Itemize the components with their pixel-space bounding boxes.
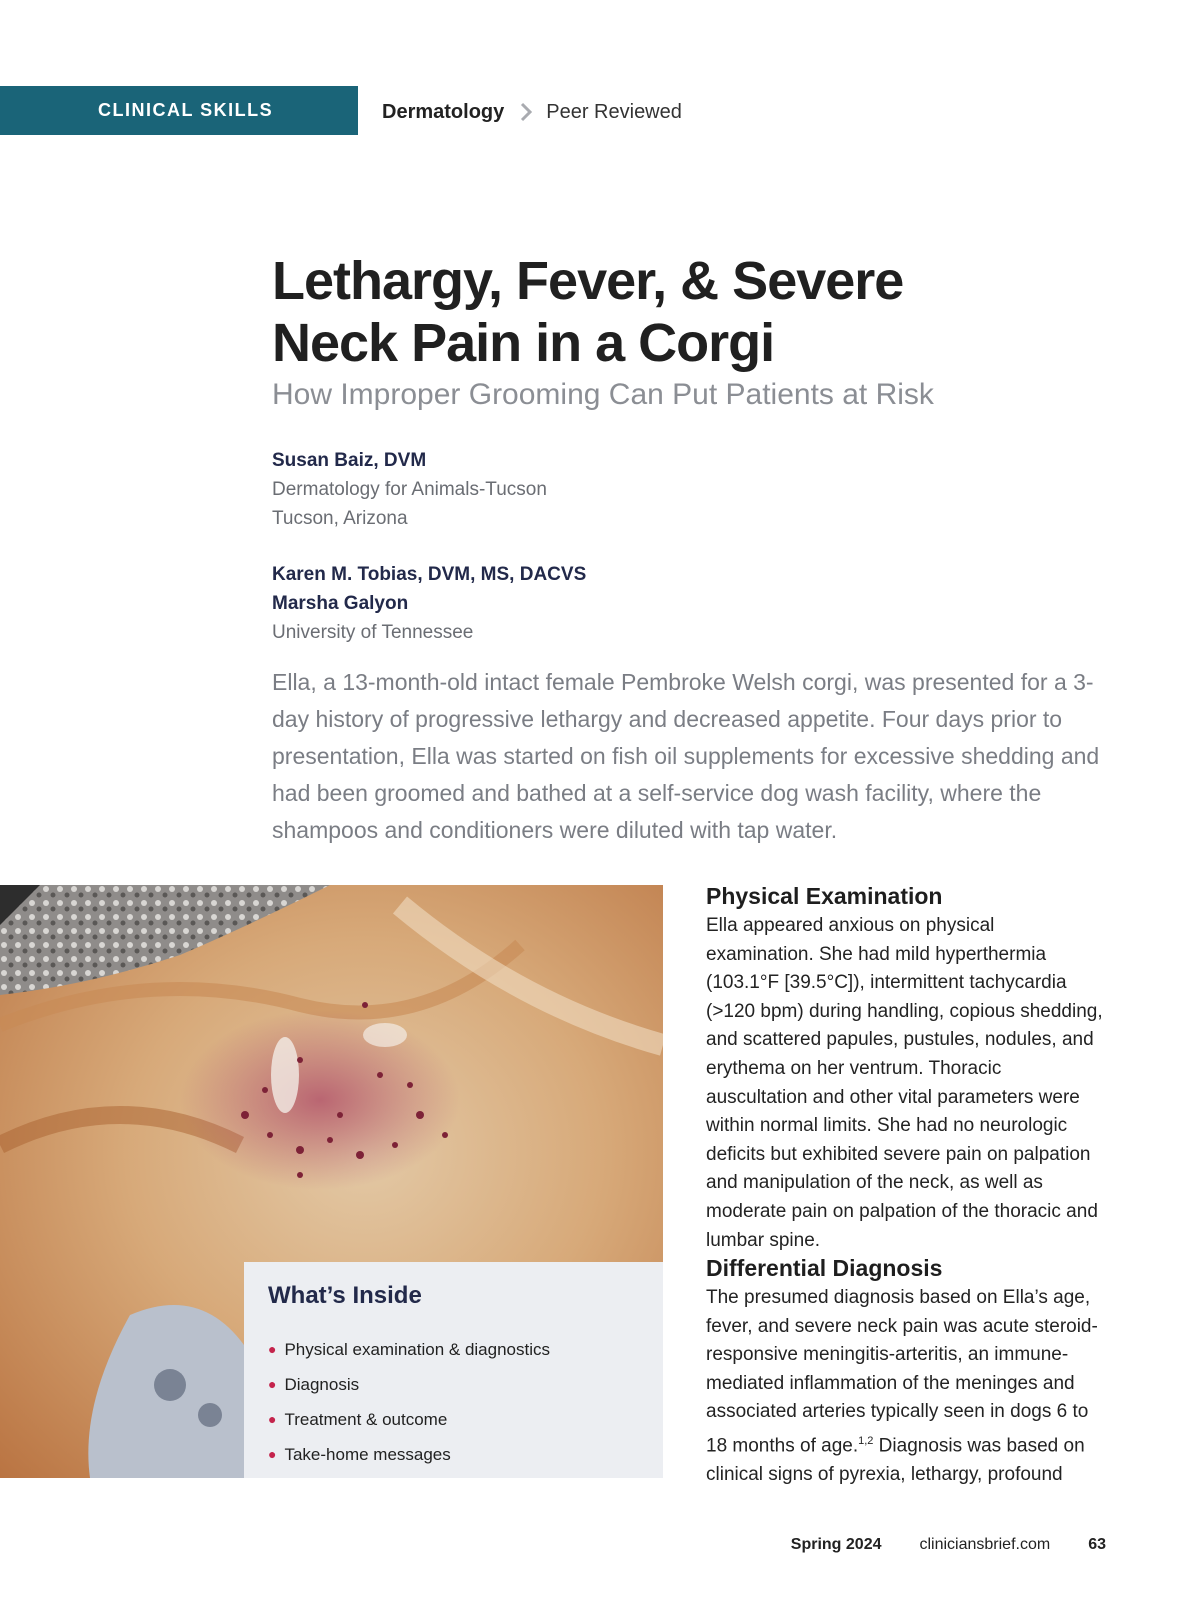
list-item: ● Physical examination & diagnostics [268,1332,550,1367]
reference-superscript: 1,2 [858,1434,874,1447]
author-affiliation: Dermatology for Animals-Tucson [272,479,547,500]
bullet-icon: ● [268,1376,277,1392]
article-title [272,250,903,374]
page-footer [791,1536,1106,1554]
section-heading: Differential Diagnosis [706,1255,943,1281]
author-name: Susan Baiz, DVM [272,450,427,471]
author-block [272,446,547,533]
section-physical-examination [706,880,1106,1255]
breadcrumb [382,100,682,124]
breadcrumb-item-dermatology[interactable]: Dermatology [382,100,505,123]
article-intro: Ella, a 13-month-old intact female Pembroke Welsh corgi, was presented for a 3-day history of progressive lethargy and decreased appetite. Four days prior to presentation, Ella was started on fish oil supplements for excessive shedding and had been groomed and bathed at a self-service dog wash facility, where the shampoos and conditioners were diluted with tap water. [272,669,1100,843]
list-item: ● Diagnosis [268,1367,550,1402]
author-location: Tucson, Arizona [272,508,408,529]
section-body: Ella appeared anxious on physical examination. She had mild hyperthermia (103.1°F [39.5°C]), intermittent tachycardia (>120 bpm) during handling, copious shedding, and scattered papules, pustules, nodules, and erythema on her ventrum. Thoracic auscultation and other vital parameters were within normal limits. She had no neurologic deficits but exhibited severe pain on palpation and manipulation of the neck, as well as moderate pain on palpation of the thoracic and lumbar spine. [706,915,1103,1251]
section-tag-label: CLINICAL SKILLS [98,100,274,120]
bullet-icon: ● [268,1411,277,1427]
author-block [272,560,586,647]
author-name: Marsha Galyon [272,593,409,614]
bullet-icon: ● [268,1446,277,1462]
chevron-right-icon [520,102,532,122]
whats-inside-list [268,1332,550,1472]
footer-issue: Spring 2024 [790,1536,882,1553]
list-item: ● Treatment & outcome [268,1402,550,1437]
article-title-line-1: Lethargy, Fever, & Severe [272,251,904,311]
list-item: ● Take-home messages [268,1437,550,1472]
page-number: 63 [1088,1536,1106,1553]
section-body: The presumed diagnosis based on Ella’s age, fever, and severe neck pain was acute steroid-responsive meningitis-arteritis, an immune-mediated inflammation of the meninges and associated arteries typically seen in dogs 6 to 18 months of age.$^{1,2}$ Diagnosis was based on clinical signs of pyrexia, lethargy, profound [706,1287,1098,1485]
bullet-icon: ● [268,1341,277,1357]
author-affiliation: University of Tennessee [272,622,474,643]
footer-site[interactable]: cliniciansbrief.com [919,1536,1051,1553]
article-title-line-2: Neck Pain in a Corgi [272,313,775,373]
section-heading: Physical Examination [706,883,943,909]
breadcrumb-item-peer-reviewed[interactable]: Peer Reviewed [546,100,682,123]
whats-inside-title: What’s Inside [268,1282,422,1309]
article-subtitle: How Improper Grooming Can Put Patients at Risk [272,378,934,411]
author-name: Karen M. Tobias, DVM, MS, DACVS [272,564,587,585]
section-differential-diagnosis [706,1252,1106,1489]
whats-inside-box [244,1262,663,1478]
section-tag [0,86,358,135]
